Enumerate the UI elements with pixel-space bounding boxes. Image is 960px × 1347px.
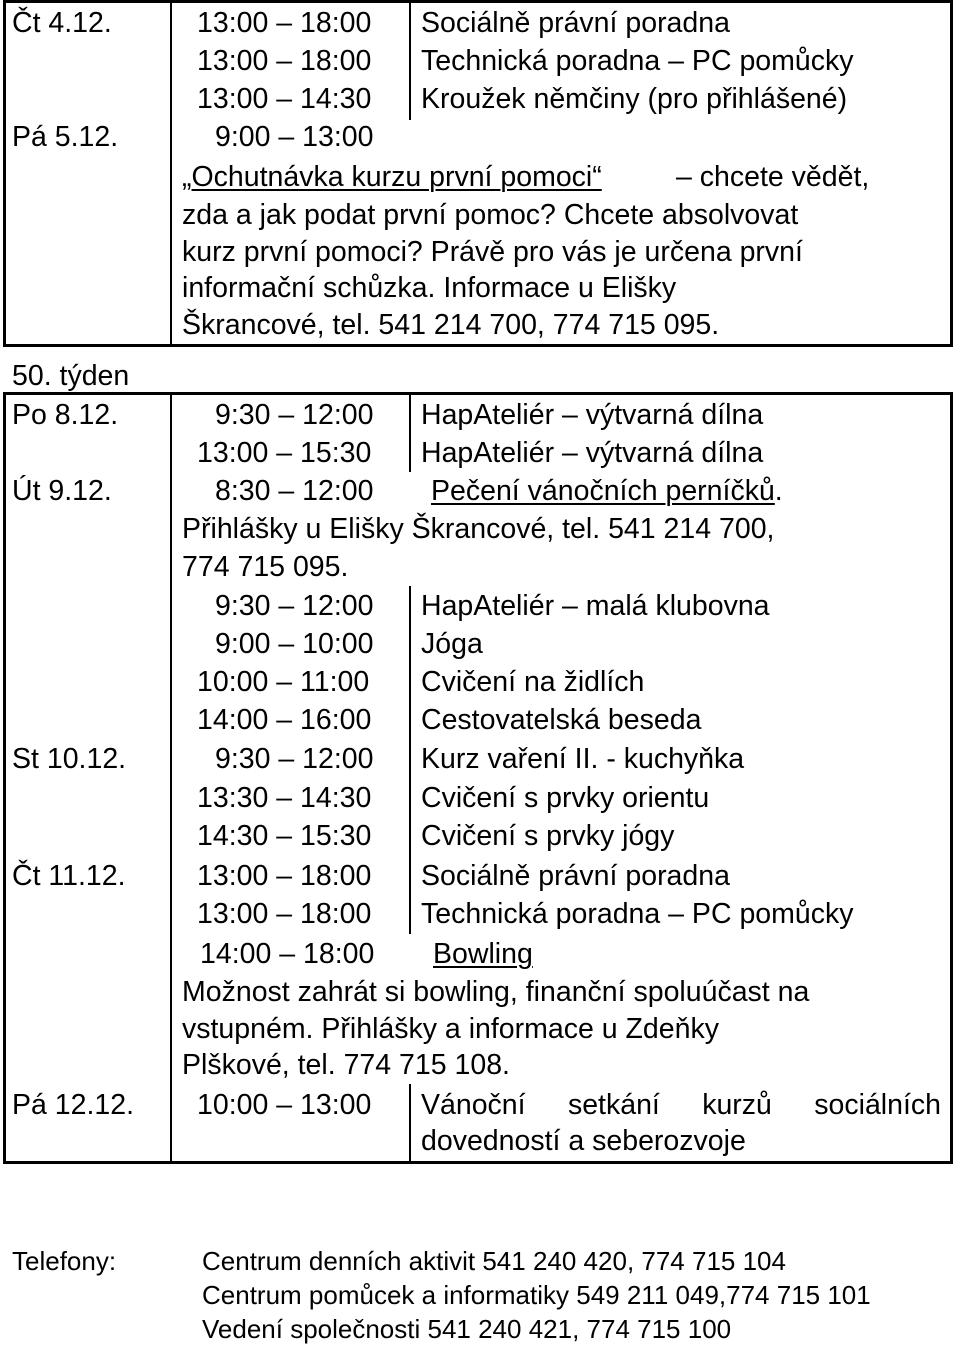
event-title-word: kurzů [702,1089,772,1121]
event-title: Pečení vánočních perníčků [431,475,775,507]
event-description-line: Možnost zahrát si bowling, finanční spoluúčast na [182,976,810,1008]
event-title: Cvičení s prvky orientu [421,782,710,814]
event-title-continuation: – chcete vědět, [676,161,870,193]
event-title-line: dovedností a seberozvoje [421,1125,746,1157]
event-title: Sociálně právní poradna [421,7,730,39]
time-range: 8:30 – 12:00 [215,475,374,507]
event-title-punctuation: . [774,475,783,507]
time-range: 10:00 – 11:00 [197,666,370,698]
event-title: Sociálně právní poradna [421,860,730,892]
event-title: „Ochutnávka kurzu první pomoci“ [182,161,602,193]
time-range: 9:00 – 10:00 [215,628,374,660]
time-range: 9:00 – 13:00 [215,121,374,153]
event-title: Jóga [421,628,483,660]
time-range: 13:00 – 15:30 [197,437,372,469]
event-title [421,1086,941,1124]
event-title: HapAteliér – výtvarná dílna [421,437,764,469]
time-range: 13:00 – 18:00 [197,45,372,77]
footer-contact-line: Vedení společnosti 541 240 421, 774 715 100 [202,1314,732,1344]
event-title: Cvičení s prvky jógy [421,820,675,852]
column-divider [170,392,172,1164]
column-divider [409,0,411,120]
event-description-line: vstupném. Přihlášky a informace u Zdeňky [182,1013,719,1045]
event-description-line: zda a jak podat první pomoc? Chcete absolvovat [182,199,799,231]
time-range: 9:30 – 12:00 [215,399,374,431]
event-title: HapAteliér – malá klubovna [421,590,770,622]
day-label: Pá 12.12. [12,1089,135,1121]
column-divider [409,392,411,472]
event-title: Bowling [433,938,533,970]
event-description-line: kurz první pomoci? Právě pro vás je určena první [182,236,803,268]
footer-contact-line: Centrum pomůcek a informatiky 549 211 049,774 715 101 [202,1280,871,1310]
time-range: 13:00 – 18:00 [197,7,372,39]
event-description-line: Škrancové, tel. 541 214 700, 774 715 095. [182,309,720,341]
week-label: 50. týden [12,360,130,392]
footer-contact-line: Centrum denních aktivit 541 240 420, 774 715 104 [202,1246,786,1276]
day-label: Čt 11.12. [12,860,126,892]
time-range: 14:00 – 18:00 [200,938,375,970]
day-label: St 10.12. [12,743,127,775]
time-range: 13:00 – 18:00 [197,898,372,930]
time-range: 14:00 – 16:00 [197,704,372,736]
event-title: Kroužek němčiny (pro přihlášené) [421,83,848,115]
event-title-word: sociálních [814,1089,941,1121]
event-description-line: informační schůzka. Informace u Elišky [182,272,677,304]
time-range: 9:30 – 12:00 [215,590,374,622]
time-range: 13:00 – 14:30 [197,83,372,115]
event-description-line: Plškové, tel. 774 715 108. [182,1049,510,1081]
time-range: 9:30 – 12:00 [215,743,374,775]
event-title: Cvičení na židlích [421,666,645,698]
footer-label: Telefony: [12,1246,117,1276]
event-description-line: Přihlášky u Elišky Škrancové, tel. 541 214 700, [182,513,775,545]
day-label: Pá 5.12. [12,121,119,153]
time-range: 13:00 – 18:00 [197,860,372,892]
event-description-line: 774 715 095. [182,551,349,583]
event-title: HapAteliér – výtvarná dílna [421,399,764,431]
contact-footer [0,1240,960,1347]
time-range: 10:00 – 13:00 [197,1089,372,1121]
day-label: Po 8.12. [12,399,119,431]
event-title: Kurz vaření II. - kuchyňka [421,743,745,775]
event-title: Technická poradna – PC pomůcky [421,898,854,930]
event-title-word: setkání [567,1089,660,1121]
time-range: 13:30 – 14:30 [197,782,372,814]
event-title: Technická poradna – PC pomůcky [421,45,854,77]
column-divider [409,586,411,934]
time-range: 14:30 – 15:30 [197,820,372,852]
column-divider [409,1084,411,1164]
day-label: Út 9.12. [12,475,112,507]
event-title: Cestovatelská beseda [421,704,702,736]
event-title-word: Vánoční [421,1089,526,1121]
event-title-group [431,472,783,510]
day-label: Čt 4.12. [12,7,112,39]
column-divider [170,0,172,347]
